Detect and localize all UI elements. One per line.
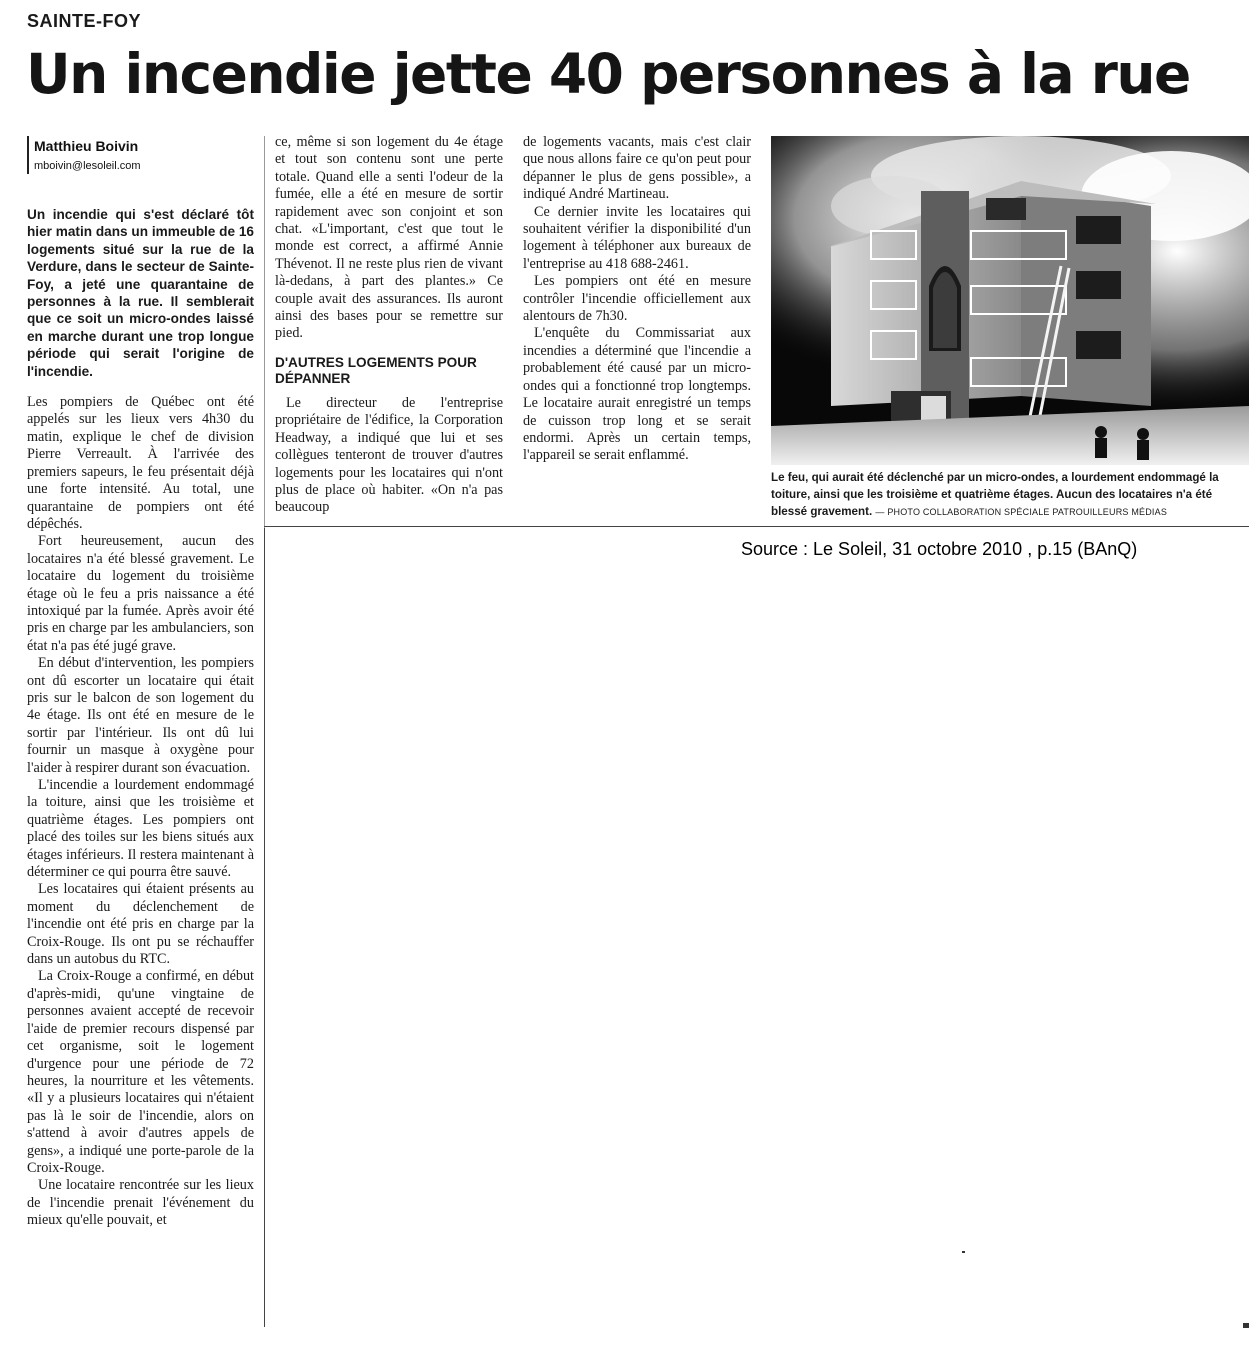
article-column-1	[27, 206, 254, 1230]
column-divider	[264, 136, 265, 528]
author-name: Matthieu Boivin	[34, 138, 139, 154]
lead-paragraph: Un incendie qui s'est déclaré tôt hier matin dans un immeuble de 16 logements situé sur la rue de la Verdure, dans le secteur de Sainte-Foy, a jeté une quarantaine de personnes à la rue. Il semblerait que ce soit un micro-ondes laissé en marche durant une trop longue période qui serait l'origine de l'incendie.	[27, 207, 254, 379]
headline: Un incendie jette 40 personnes à la rue	[26, 42, 1190, 106]
article-column-2	[275, 134, 503, 517]
body-paragraph: Le directeur de l'entreprise propriétaire de l'édifice, la Corporation Headway, a indiqué que lui et ses collègues tenteront de trouver d'autres logements pour les locataires qui n'ont plus de place où habiter. «On n'a pas beaucoup	[275, 394, 503, 516]
photo-credit: — PHOTO COLLABORATION SPÉCIALE PATROUILLEURS MÉDIAS	[875, 507, 1168, 517]
body-paragraph: En début d'intervention, les pompiers ont dû escorter un locataire qui était pris sur le balcon de son logement du 4e étage. Ils ont été en mesure de le sortir par l'intérieur. Ils ont dû lui fournir un masque à oxygène pour l'aider à respirer durant son évacuation.	[27, 655, 254, 776]
author-email[interactable]: mboivin@lesoleil.com	[34, 160, 141, 172]
scan-artifact	[962, 1251, 965, 1253]
body-paragraph: de logements vacants, mais c'est clair que nous allons faire ce qu'on peut pour dépanner le plus de gens possible», a indiqué André Martineau.	[523, 134, 751, 203]
body-paragraph: ce, même si son logement du 4e étage et tout son contenu sont une perte totale. Quand elle a senti l'odeur de la fumée, elle a été en mesure de sortir rapidement avec son conjoint et son chat. «L'important, c'est que tout le monde est correct, a affirmé Annie Thévenot. Il ne reste plus rien de vivant là-dedans, à part des plantes.» Ce couple avait des assurances. Ils auront ainsi des bases pour se remettre sur pied.	[275, 134, 503, 342]
byline	[27, 136, 141, 174]
body-paragraph: Une locataire rencontrée sur les lieux de l'incendie prenait l'événement du mieux qu'elle pouvait, et	[27, 1177, 254, 1229]
photo-caption	[771, 469, 1249, 521]
caption-text: Le feu, qui aurait été déclenché par un micro-ondes, a lourdement endommagé la toiture, ainsi que les troisième et quatrième étages. Aucun des locataires n'a été blessé gravement.	[771, 471, 1219, 518]
body-paragraph: L'incendie a lourdement endommagé la toiture, ainsi que les troisième et quatrième étages. Les pompiers ont placé des toiles sur les biens situés aux étages inférieurs. Il restera maintenant à déterminer ce qui pourra être sauvé.	[27, 777, 254, 881]
article-column-3	[523, 134, 751, 465]
body-paragraph: Ce dernier invite les locataires qui souhaitent vérifier la disponibilité d'un logement à téléphoner aux bureaux de l'entreprise au 418 688-2461.	[523, 203, 751, 272]
scan-artifact	[1243, 1323, 1249, 1328]
body-paragraph: Fort heureusement, aucun des locataires n'a été blessé gravement. Le locataire du logement du troisième étage où le feu a pris naissance a été intoxiqué par la fumée. Après avoir été pris en charge par les ambulanciers, son état n'a pas été jugé grave.	[27, 533, 254, 654]
section-label: SAINTE-FOY	[27, 11, 142, 31]
fire-photo	[771, 136, 1249, 465]
burning-building-image	[771, 136, 1249, 465]
body-paragraph: Les locataires qui étaient présents au moment du déclenchement de l'incendie ont été pris en charge par la Croix-Rouge. Ils ont pu se réchauffer dans un autobus du RTC.	[27, 881, 254, 968]
body-paragraph: Les pompiers ont été en mesure contrôler l'incendie officiellement aux alentours de 7h30.	[523, 273, 751, 325]
body-paragraph: La Croix-Rouge a confirmé, en début d'après-midi, qu'une vingtaine de personnes avaient accepté de recevoir l'aide de premier recours dispensé par cet organisme, soit le logement d'urgence pour une période de 72 heures, la nourriture et les vêtements. «Il y a plusieurs locataires qui n'étaient pas là le soir de l'incendie, alors on s'attend à avoir d'autres appels de gens», a indiqué une porte-parole de la Croix-Rouge.	[27, 968, 254, 1176]
body-paragraph: L'enquête du Commissariat aux incendies a déterminé que l'incendie a probablement été causé par un micro-ondes qui a fonctionné trop longtemps. Le locataire aurait enregistré un temps de cuisson trop long et se serait endormi. Après un certain temps, l'appareil se serait enflammé.	[523, 325, 751, 464]
article-bottom-rule	[264, 526, 1249, 527]
column-divider	[264, 527, 265, 1327]
source-citation: Source : Le Soleil, 31 octobre 2010 , p.15 (BAnQ)	[741, 539, 1138, 559]
body-paragraph: Les pompiers de Québec ont été appelés sur les lieux vers 4h30 du matin, explique le chef de division Pierre Verreault. À l'arrivée des premiers sapeurs, le feu présentait déjà une forte intensité. Au total, une quarantaine de pompiers ont été dépêchés.	[27, 394, 254, 532]
section-subhead: D'AUTRES LOGEMENTS POUR DÉPANNER	[275, 354, 477, 386]
